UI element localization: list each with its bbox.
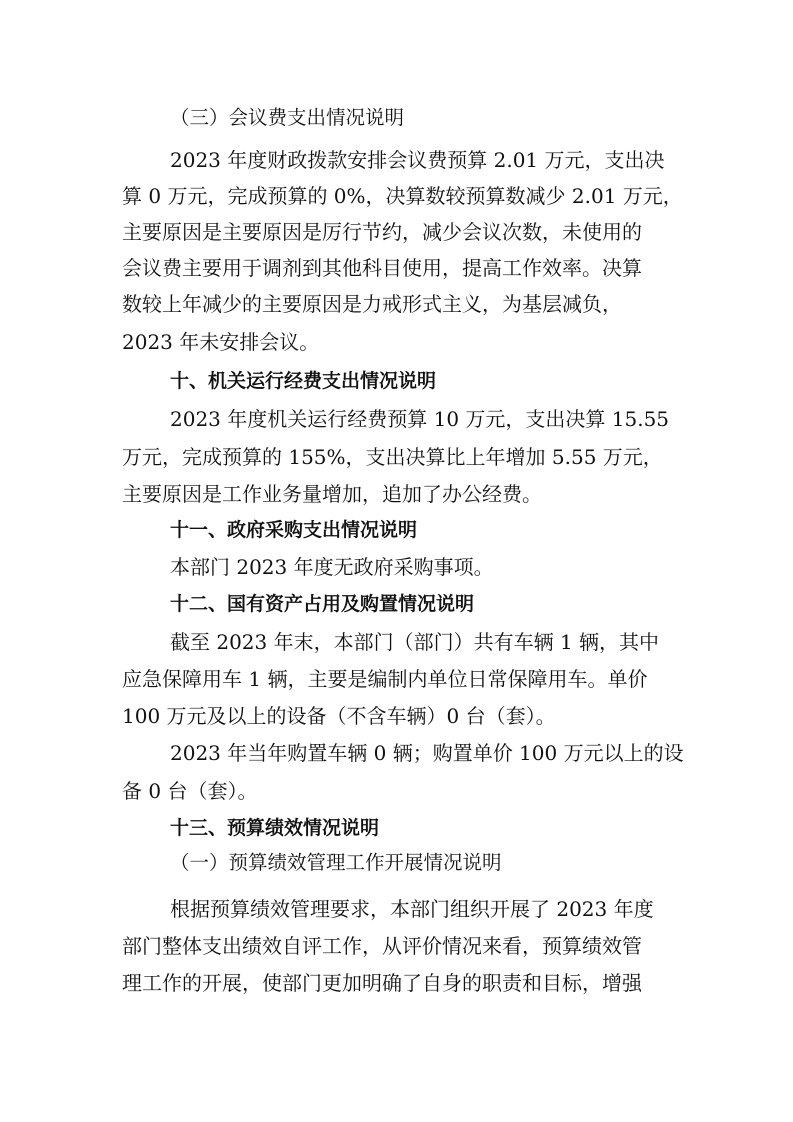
paragraph-line: 截至 2023 年末，本部门（部门）共有车辆 1 辆，其中 [170,630,660,654]
paragraph-line: 2023 年当年购置车辆 0 辆；购置单价 100 万元以上的设 [170,741,684,765]
section-heading-operating-costs: 十、机关运行经费支出情况说明 [170,370,437,392]
paragraph-line: 会议费主要用于调剂到其他科目使用，提高工作效率。决算 [122,256,642,280]
sub-heading-performance-management: （一）预算绩效管理工作开展情况说明 [170,851,502,874]
section-heading-state-assets: 十二、国有资产占用及购置情况说明 [170,593,475,615]
paragraph-line: 算 0 万元，完成预算的 0%，决算数较预算数减少 2.01 万元， [122,184,683,208]
paragraph-line: 应急保障用车 1 辆，主要是编制内单位日常保障用车。单价 [122,667,648,691]
paragraph-line: 本部门 2023 年度无政府采购事项。 [170,555,494,579]
paragraph-line: 2023 年度财政拨款安排会议费预算 2.01 万元，支出决 [170,148,665,172]
section-heading-performance: 十三、预算绩效情况说明 [170,817,380,839]
paragraph-line: 部门整体支出绩效自评工作，从评价情况来看，预算绩效管 [122,934,642,958]
section-heading-procurement: 十一、政府采购支出情况说明 [170,519,418,541]
paragraph-line: 主要原因是主要原因是厉行节约，减少会议次数，未使用的 [122,220,642,244]
paragraph-line: 100 万元及以上的设备（不含车辆）0 台（套）。 [122,704,556,728]
paragraph-line: 2023 年未安排会议。 [122,330,320,354]
paragraph-line: 主要原因是工作业务量增加，追加了办公经费。 [122,482,542,506]
paragraph-line: 根据预算绩效管理要求，本部门组织开展了 2023 年度 [170,897,654,921]
section-heading-meeting-fees: （三）会议费支出情况说明 [170,106,405,129]
paragraph-line: 数较上年减少的主要原因是力戒形式主义，为基层减负， [122,292,622,316]
paragraph-line: 备 0 台（套）。 [122,779,258,803]
paragraph-line: 2023 年度机关运行经费预算 10 万元，支出决算 15.55 [170,407,670,431]
paragraph-line: 万元，完成预算的 155%，支出决算比上年增加 5.55 万元， [122,445,663,469]
paragraph-line: 理工作的开展，使部门更加明确了自身的职责和目标，增强 [122,971,642,995]
